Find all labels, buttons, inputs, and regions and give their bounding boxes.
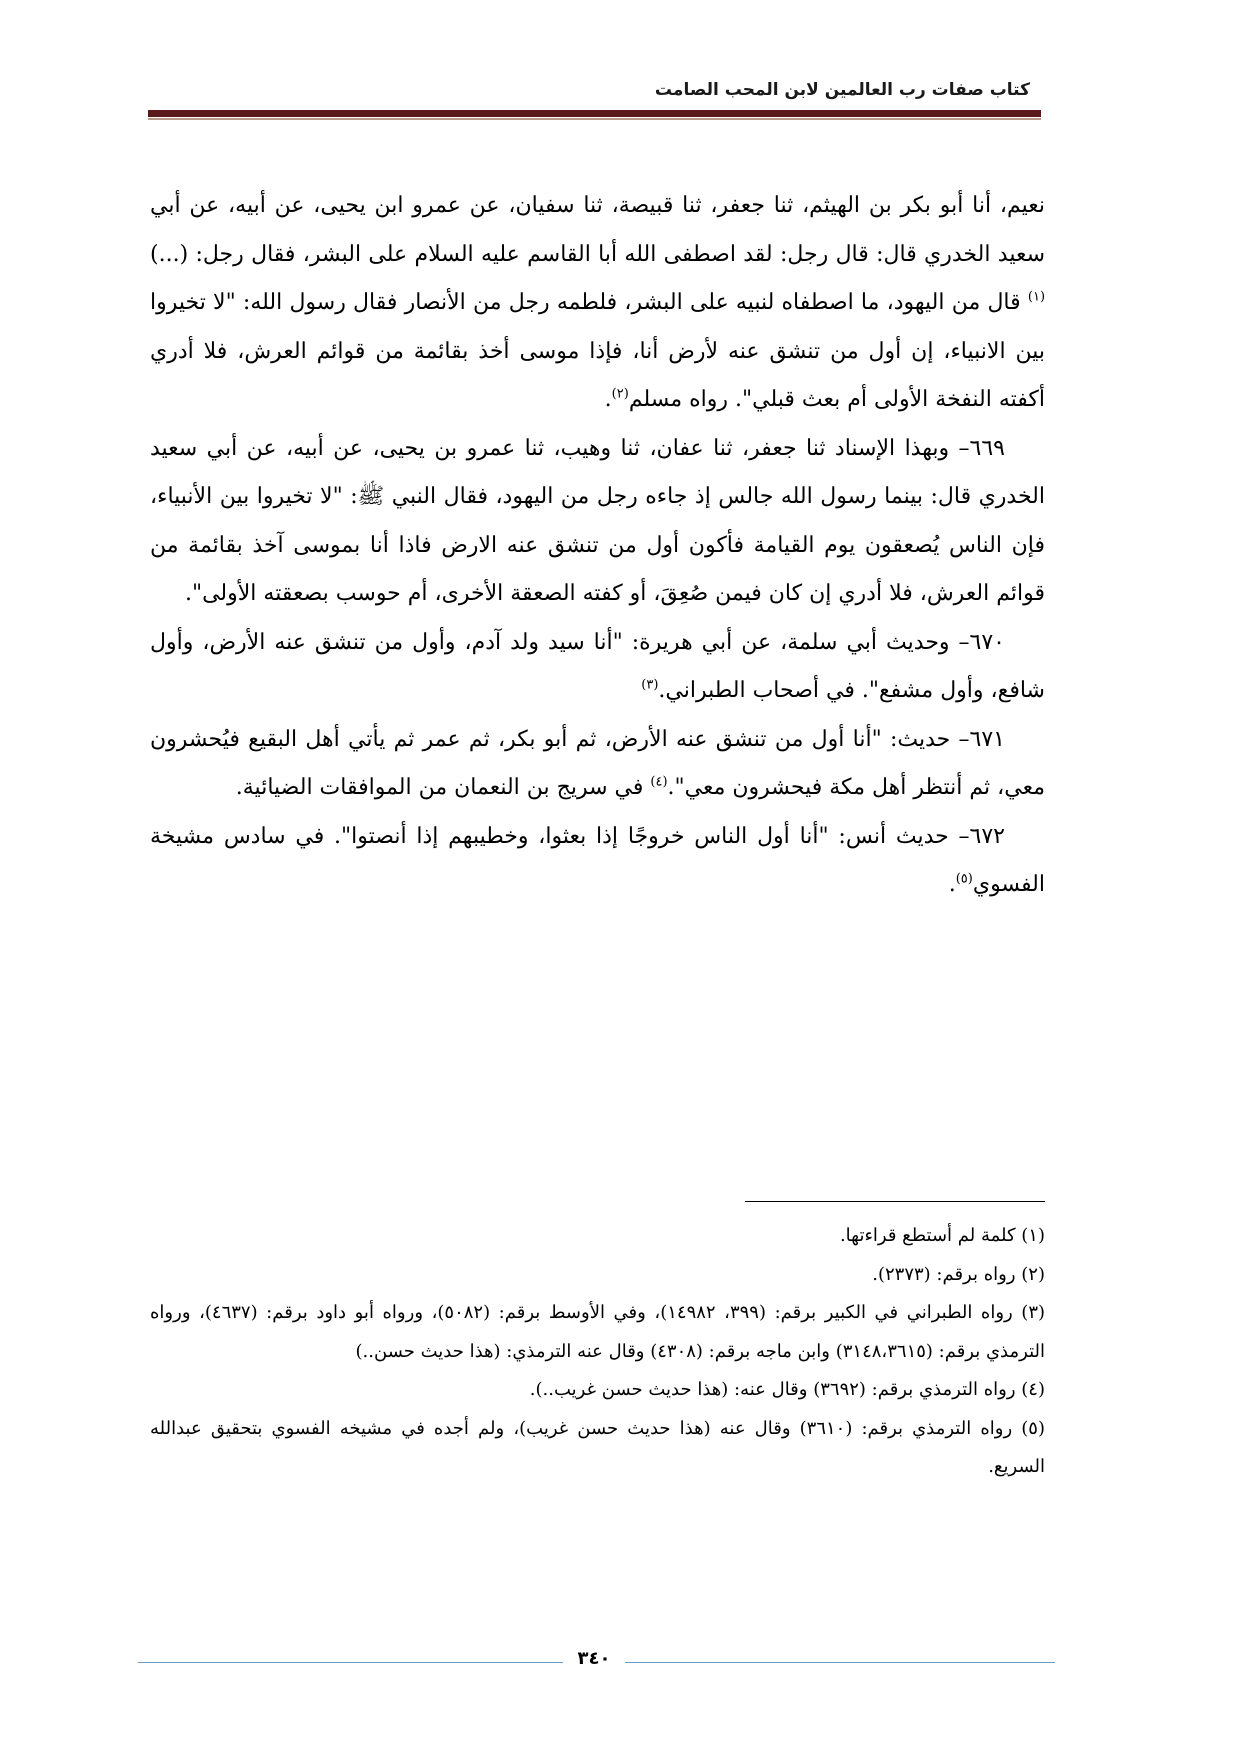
paragraph: نعيم، أنا أبو بكر بن الهيثم، ثنا جعفر، ثنا قبيصة، ثنا سفيان، عن عمرو ابن يحيى، عن أبيه، عن أبي سعيد الخدري قال: قال رجل: لقد اصطفى الله أبا القاسم عليه السلام على البشر، فقال رجل: (...)$^{(١)}$ قال من اليهود، ما اصطفاه لنبيه على البشر، فلطمه رجل من الأنصار فقال رسول الله: "لا تخيروا بين الانبياء، إن أول من تنشق عنه لأرض أنا، فإذا موسى أخذ بقائمة من قوائم العرش، فلا أدري أكفته النفخة الأولى أم بعث قبلي". رواه مسلم$^{(٢)}$. [150,193,1046,412]
main-text [150,182,1045,910]
footnote-ref: (٢) [611,386,629,402]
hadith-672: ٦٧٢– حديث أنس: "أنا أول الناس خروجًا إذا بعثوا، وخطيبهم إذا أنصتوا". في سادس مشيخة الفسوي$^{(٥)}$. [150,823,1045,897]
header-rule-accent [148,118,1041,120]
footnote-ref: (٤) [650,774,668,790]
hadith-670: ٦٧٠– وحديث أبي سلمة، عن أبي هريرة: "أنا سيد ولد آدم، وأول من تنشق عنه الأرض، وأول شافع، وأول مشفع". في أصحاب الطبراني.$^{(٣)}$ [150,629,1045,703]
hadith-671: ٦٧١– حديث: "أنا أول من تنشق عنه الأرض، ثم أبو بكر، ثم عمر ثم يأتي أهل البقيع فيُحشرون معي، ثم أنتظر أهل مكة فيحشرون معي".$^{(٤)}$ في سريج بن النعمان من الموافقات الضيائية. [150,726,1045,800]
hadith-669: ٦٦٩– وبهذا الإسناد ثنا جعفر، ثنا عفان، ثنا وهيب، ثنا عمرو بن يحيى، عن أبيه، عن أبي سعيد الخدري قال: بينما رسول الله جالس إذ جاءه رجل من اليهود، فقال النبي ﷺ: "لا تخيروا بين الأنبياء، فإن الناس يُصعقون يوم القيامة فأكون أول من تنشق عنه الارض فاذا أنا بموسى آخذ بقائمة من قوائم العرش، فلا أدري إن كان فيمن صُعِقَ، أو كفته الصعقة الأخرى، أم حوسب بصعقته الأولى". [150,435,1045,606]
footnote: (١) كلمة لم أستطع قراءتها. [839,1225,1045,1246]
page-number: ٣٤٠ [577,1648,611,1669]
footnote: (٥) رواه الترمذي برقم: (٣٦١٠) وقال عنه (هذا حديث حسن غريب)، ولم أجده في مشيخه الفسوي بتحقيق عبدالله السريع. [150,1417,1045,1477]
footnote-ref: (٥) [955,871,973,887]
running-header-title: كتاب صفات رب العالمين لابن المحب الصامت [654,80,1030,100]
footnote: (٤) رواه الترمذي برقم: (٣٦٩٢) وقال عنه: (هذا حديث حسن غريب..). [529,1379,1045,1400]
footnote: (٢) رواه برقم: (٢٣٧٣). [872,1263,1045,1285]
footer-rule-left [138,1662,563,1663]
footnote: (٣) رواه الطبراني في الكبير برقم: (٣٩٩، ١٤٩٨٢)، وفي الأوسط برقم: (٥٠٨٢)، ورواه أبو داود برقم: (٤٦٣٧)، ورواه الترمذي برقم: (٣١٤٨،٣٦١٥) وابن ماجه برقم: (٤٣٠٨) وقال عنه الترمذي: (هذا حديث حسن..) [150,1302,1046,1362]
header-rule [148,110,1041,117]
footer-rule-right [625,1662,1055,1663]
footnote-separator [745,1201,1045,1202]
footnote-ref: (١) [1027,289,1046,305]
footnote-ref: (٣) [641,677,659,693]
footnotes [150,1217,1045,1487]
